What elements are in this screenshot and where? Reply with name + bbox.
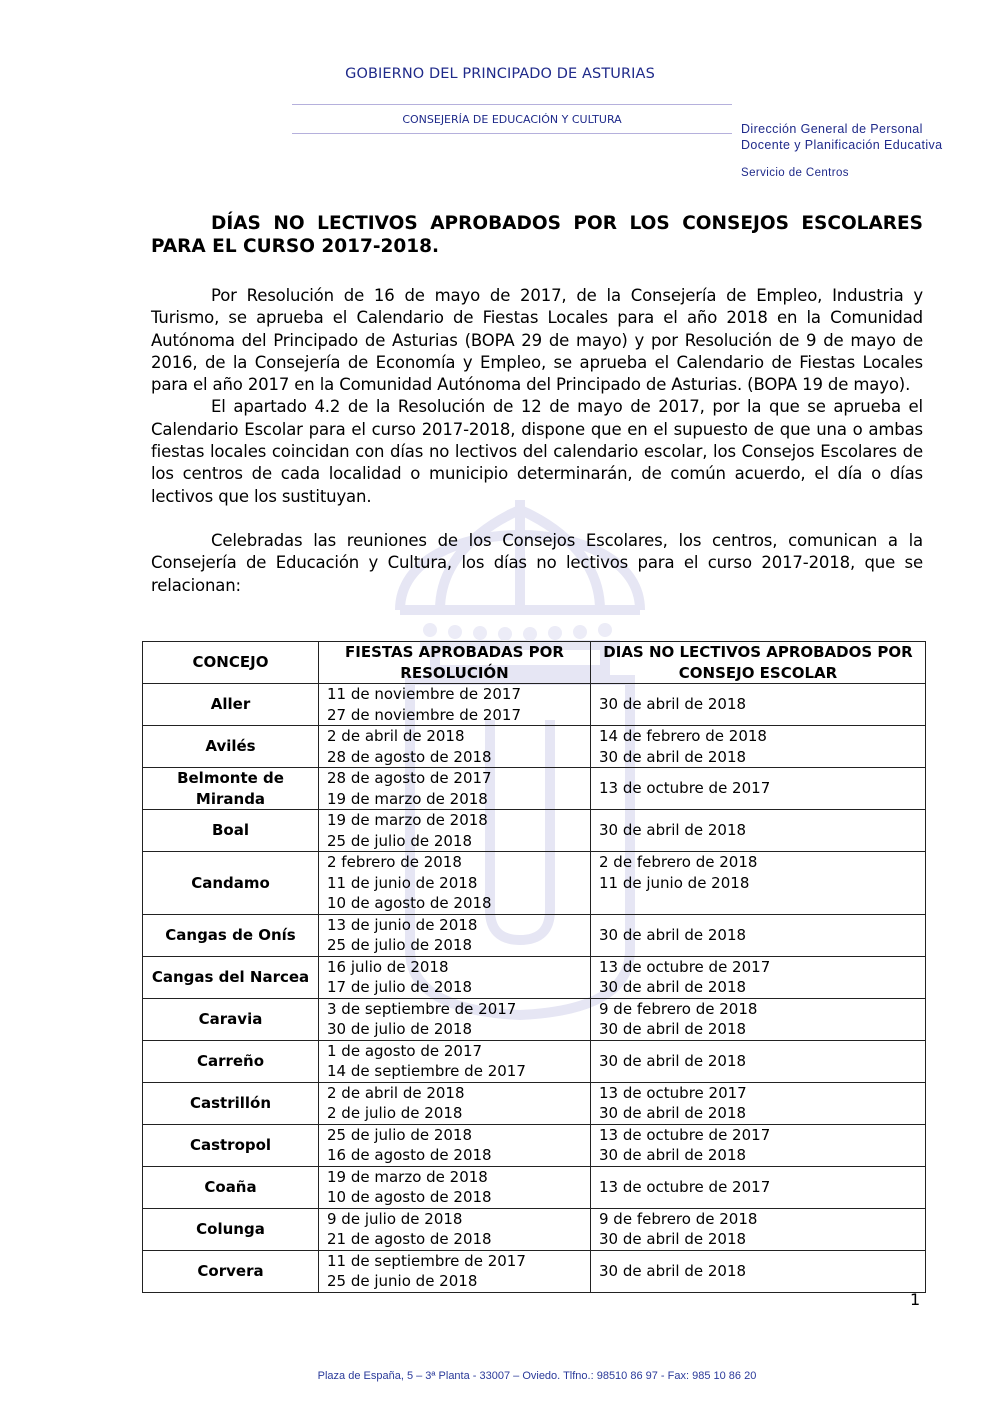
- table-row: [143, 1082, 926, 1124]
- fiesta-date: 30 de julio de 2018: [327, 1020, 473, 1038]
- no-lectivo-date: 13 de octubre de 2017: [599, 957, 771, 976]
- no-lectivos-cell: [591, 1250, 926, 1292]
- no-lectivo-date: 13 de octubre de 2017: [599, 779, 771, 798]
- column-header-fiestas: FIESTAS APROBADAS POR RESOLUCIÓN: [319, 642, 591, 684]
- table-row: [143, 768, 926, 810]
- table-header-row: [143, 642, 926, 684]
- fiesta-date: 2 de julio de 2018: [327, 1104, 463, 1122]
- concejo-cell: Caravia: [143, 998, 319, 1040]
- fiesta-date: 13 de junio de 2018: [327, 915, 478, 934]
- directorate-line-1: Dirección General de Personal: [741, 122, 923, 136]
- fiestas-cell: [319, 1250, 591, 1292]
- no-lectivo-date: 30 de abril de 2018: [599, 1230, 747, 1248]
- fiesta-date: 9 de julio de 2018: [327, 1209, 463, 1228]
- fiestas-cell: [319, 998, 591, 1040]
- no-lectivo-date: 30 de abril de 2018: [599, 1104, 747, 1122]
- paragraph: El apartado 4.2 de la Resolución de 12 de mayo de 2017, por la que se aprueba el Calendario Escolar para el curso 2017-2018, dispone que en el supuesto de que una o ambas fiestas locales coincidan con días no lectivos del calendario escolar, los Consejos Escolares de los centros de cada localidad o municipio determinarán, de común acuerdo, el día o días lectivos que los sustituyan.: [151, 397, 923, 506]
- header-rule-bottom: [292, 133, 732, 134]
- no-lectivo-date: 30 de abril de 2018: [599, 695, 747, 714]
- document-title: [151, 212, 923, 258]
- no-lectivo-date: 30 de abril de 2018: [599, 978, 747, 996]
- fiesta-date: 19 de marzo de 2018: [327, 1167, 488, 1186]
- no-lectivo-date: 13 de octubre 2017: [599, 1083, 747, 1102]
- concejo-cell: Corvera: [143, 1250, 319, 1292]
- fiestas-cell: [319, 768, 591, 810]
- no-lectivo-date: 30 de abril de 2018: [599, 1051, 747, 1070]
- no-lectivo-date: 13 de octubre de 2017: [599, 1177, 771, 1196]
- table-row: [143, 852, 926, 915]
- service-name: Servicio de Centros: [741, 167, 849, 179]
- fiesta-date: 19 de marzo de 2018: [327, 811, 488, 829]
- document-title-line-2: PARA EL CURSO 2017-2018.: [151, 236, 440, 257]
- fiestas-cell: [319, 956, 591, 998]
- concejo-cell: Candamo: [143, 852, 319, 915]
- no-lectivo-date: 30 de abril de 2018: [599, 925, 747, 944]
- document-title-line-1: DÍAS NO LECTIVOS APROBADOS POR LOS CONSEJOS ESCOLARES: [211, 213, 923, 234]
- table-row: [143, 914, 926, 956]
- column-header-concejo: CONCEJO: [143, 642, 319, 684]
- holidays-table: [142, 641, 926, 1293]
- no-lectivos-cell: [591, 1166, 926, 1208]
- no-lectivos-cell: [591, 684, 926, 726]
- concejo-cell: Colunga: [143, 1208, 319, 1250]
- directorate-line-2: Docente y Planificación Educativa: [741, 138, 943, 152]
- table-row: [143, 726, 926, 768]
- fiesta-date: 2 de abril de 2018: [327, 1083, 465, 1102]
- fiesta-date: 3 de septiembre de 2017: [327, 999, 517, 1018]
- fiesta-date: 16 de agosto de 2018: [327, 1146, 492, 1164]
- fiesta-date: 25 de julio de 2018: [327, 831, 473, 850]
- table-row: [143, 998, 926, 1040]
- no-lectivo-date: 13 de octubre de 2017: [599, 1125, 771, 1144]
- fiesta-date: 28 de agosto de 2018: [327, 747, 492, 766]
- fiesta-date: 2 febrero de 2018: [327, 853, 462, 871]
- no-lectivo-date: 30 de abril de 2018: [599, 1261, 747, 1280]
- concejo-cell: Coaña: [143, 1166, 319, 1208]
- department-name: CONSEJERÍA DE EDUCACIÓN Y CULTURA: [402, 113, 622, 126]
- fiesta-date: 21 de agosto de 2018: [327, 1230, 492, 1248]
- fiesta-date: 16 julio de 2018: [327, 957, 449, 976]
- no-lectivos-cell: [591, 852, 926, 915]
- fiesta-date: 11 de noviembre de 2017: [327, 685, 521, 703]
- no-lectivo-date: 30 de abril de 2018: [599, 821, 747, 840]
- fiesta-date: 27 de noviembre de 2017: [327, 705, 521, 724]
- no-lectivos-cell: [591, 1082, 926, 1124]
- body-paragraphs: [151, 285, 923, 508]
- fiesta-date: 25 de julio de 2018: [327, 936, 473, 954]
- fiesta-date: 11 de septiembre de 2017: [327, 1251, 526, 1270]
- table-row: [143, 1166, 926, 1208]
- no-lectivos-cell: [591, 1208, 926, 1250]
- concejo-cell: Aller: [143, 684, 319, 726]
- page-number: 1: [910, 1290, 921, 1309]
- table-row: [143, 684, 926, 726]
- no-lectivo-date: 11 de junio de 2018: [599, 873, 750, 892]
- concejo-cell: Boal: [143, 810, 319, 852]
- no-lectivos-cell: [591, 768, 926, 810]
- fiesta-date: 2 de abril de 2018: [327, 727, 465, 745]
- concejo-cell: Belmonte de Miranda: [143, 768, 319, 810]
- no-lectivos-cell: [591, 914, 926, 956]
- fiestas-cell: [319, 1124, 591, 1166]
- paragraph: Celebradas las reuniones de los Consejos Escolares, los centros, comunican a la Consejería de Educación y Cultura, los días no lectivos para el curso 2017-2018, que se relacionan:: [151, 531, 923, 595]
- fiestas-cell: [319, 1082, 591, 1124]
- fiesta-date: 28 de agosto de 2017: [327, 769, 492, 787]
- fiesta-date: 25 de junio de 2018: [327, 1272, 478, 1290]
- concejo-cell: Cangas del Narcea: [143, 956, 319, 998]
- fiestas-cell: [319, 1166, 591, 1208]
- organization-name: GOBIERNO DEL PRINCIPADO DE ASTURIAS: [345, 66, 655, 82]
- fiestas-cell: [319, 726, 591, 768]
- fiestas-cell: [319, 914, 591, 956]
- no-lectivo-date: 2 de febrero de 2018: [599, 853, 758, 871]
- concejo-cell: Castropol: [143, 1124, 319, 1166]
- concejo-cell: Avilés: [143, 726, 319, 768]
- table-row: [143, 1250, 926, 1292]
- no-lectivo-date: 30 de abril de 2018: [599, 1146, 747, 1164]
- fiesta-date: 1 de agosto de 2017: [327, 1041, 483, 1060]
- fiestas-cell: [319, 852, 591, 915]
- fiestas-cell: [319, 810, 591, 852]
- no-lectivo-date: 9 de febrero de 2018: [599, 999, 758, 1018]
- directorate-name: [741, 121, 943, 153]
- fiesta-date: 17 de julio de 2018: [327, 978, 473, 996]
- no-lectivo-date: 30 de abril de 2018: [599, 747, 747, 766]
- concejo-cell: Cangas de Onís: [143, 914, 319, 956]
- fiesta-date: 10 de agosto de 2018: [327, 894, 492, 912]
- fiesta-date: 11 de junio de 2018: [327, 873, 478, 892]
- concejo-cell: Carreño: [143, 1040, 319, 1082]
- fiestas-cell: [319, 1040, 591, 1082]
- no-lectivo-date: 14 de febrero de 2018: [599, 727, 767, 745]
- table-row: [143, 1124, 926, 1166]
- header-rule-top: [292, 104, 732, 105]
- paragraph: Por Resolución de 16 de mayo de 2017, de la Consejería de Empleo, Industria y Turismo, se aprueba el Calendario de Fiestas Locales para el año 2018 en la Comunidad Autónoma del Principado de Asturias (BOPA 29 de mayo) y por Resolución de 9 de mayo de 2016, de la Consejería de Economía y Empleo, se aprueba el Calendario de Fiestas Locales para el año 2017 en la Comunidad Autónoma del Principado de Asturias. (BOPA 19 de mayo).: [151, 286, 923, 395]
- no-lectivos-cell: [591, 726, 926, 768]
- no-lectivos-cell: [591, 1124, 926, 1166]
- body-paragraphs-closing: [151, 530, 923, 597]
- table-row: [143, 956, 926, 998]
- no-lectivos-cell: [591, 998, 926, 1040]
- table-body: [143, 684, 926, 1293]
- concejo-cell: Castrillón: [143, 1082, 319, 1124]
- no-lectivos-cell: [591, 1040, 926, 1082]
- no-lectivos-cell: [591, 810, 926, 852]
- table-row: [143, 1208, 926, 1250]
- column-header-no-lectivos: DIAS NO LECTIVOS APROBADOS POR CONSEJO ESCOLAR: [591, 642, 926, 684]
- no-lectivo-date: 30 de abril de 2018: [599, 1020, 747, 1038]
- fiestas-cell: [319, 1208, 591, 1250]
- fiestas-cell: [319, 684, 591, 726]
- table-row: [143, 1040, 926, 1082]
- fiesta-date: 25 de julio de 2018: [327, 1125, 473, 1144]
- no-lectivo-date: 9 de febrero de 2018: [599, 1209, 758, 1228]
- fiesta-date: 14 de septiembre de 2017: [327, 1062, 526, 1080]
- footer-address: Plaza de España, 5 – 3ª Planta - 33007 – Oviedo. Tlfno.: 98510 86 97 - Fax: 985 10 86 20: [317, 1370, 757, 1382]
- fiesta-date: 10 de agosto de 2018: [327, 1188, 492, 1206]
- no-lectivos-cell: [591, 956, 926, 998]
- fiesta-date: 19 de marzo de 2018: [327, 789, 488, 808]
- table-row: [143, 810, 926, 852]
